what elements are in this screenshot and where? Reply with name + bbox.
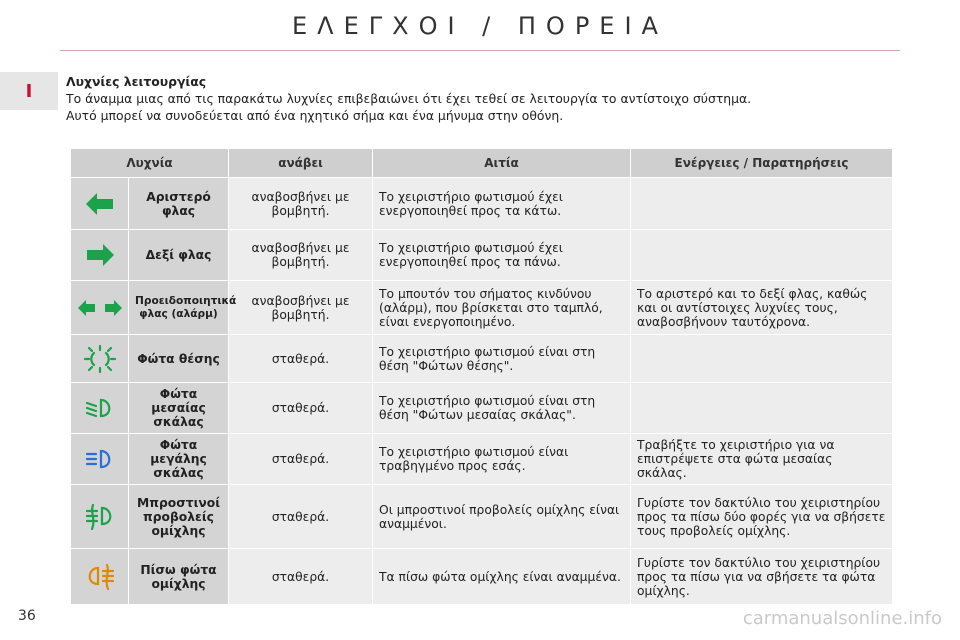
warning-lights-table — [70, 148, 893, 605]
lamp-state: σταθερά. — [229, 383, 373, 434]
chapter-label: I — [25, 80, 33, 102]
lamp-name: Φώτα μεγάλης σκάλας — [129, 434, 229, 485]
lamp-action — [631, 178, 893, 230]
lamp-name: Δεξί φλας — [129, 230, 229, 281]
lamp-state: σταθερά. — [229, 434, 373, 485]
column-header-lamp: Λυχνία — [71, 149, 229, 178]
lamp-name: Φώτα μεσαίας σκάλας — [129, 383, 229, 434]
lamp-cause: Το χειριστήριο φωτισμού έχει ενεργοποιηθεί προς τα κάτω. — [373, 178, 631, 230]
lamp-name: Πίσω φώτα ομίχλης — [129, 549, 229, 605]
page-title: ΕΛΕΓΧΟΙ / ΠΟΡΕΙΑ — [292, 12, 668, 40]
lamp-action: Γυρίστε τον δακτύλιο του χειριστηρίου προς τα πίσω για να σβήσετε τα φώτα ομίχλης. — [631, 549, 893, 605]
lamp-name: Προειδοποιητικά φλας (αλάρμ) — [129, 281, 229, 335]
table-row — [71, 230, 893, 281]
lamp-state: σταθερά. — [229, 485, 373, 549]
lamp-name: Φώτα θέσης — [129, 335, 229, 383]
table-row — [71, 178, 893, 230]
lamp-cause: Το μπουτόν του σήματος κινδύνου (αλάρμ), που βρίσκεται στο ταμπλό, είναι ενεργοποιημένο. — [373, 281, 631, 335]
intro-section — [66, 73, 926, 124]
lamp-state: αναβοσβήνει με βομβητή. — [229, 281, 373, 335]
rear-fog-icon — [85, 569, 115, 583]
column-header-cause: Αιτία — [373, 149, 631, 178]
table-row — [71, 281, 893, 335]
watermark: carmanualsonline.info — [742, 608, 942, 629]
lamp-cause: Το χειριστήριο φωτισμού έχει ενεργοποιηθεί προς τα πάνω. — [373, 230, 631, 281]
lamp-action: Τραβήξτε το χειριστήριο για να επιστρέψετε στα φώτα μεσαίας σκάλας. — [631, 434, 893, 485]
dipped-beam-icon — [85, 401, 115, 415]
front-fog-icon — [85, 509, 115, 523]
lamp-name: Αριστερό φλας — [129, 178, 229, 230]
table-row — [71, 335, 893, 383]
table-row — [71, 434, 893, 485]
hazard-arrows-icon — [78, 300, 122, 314]
right-arrow-icon — [86, 248, 114, 262]
lamp-cause: Τα πίσω φώτα ομίχλης είναι αναμμένα. — [373, 549, 631, 605]
table-header-row — [71, 149, 893, 178]
column-header-lights-up: ανάβει — [229, 149, 373, 178]
title-divider — [60, 50, 900, 51]
lamp-state: σταθερά. — [229, 549, 373, 605]
page-number: 36 — [18, 608, 36, 624]
table-row — [71, 549, 893, 605]
lamp-cause: Το χειριστήριο φωτισμού είναι στη θέση "Φώτων μεσαίας σκάλας". — [373, 383, 631, 434]
sidelights-icon — [83, 351, 117, 365]
lamp-cause: Το χειριστήριο φωτισμού είναι τραβηγμένο προς εσάς. — [373, 434, 631, 485]
lamp-action — [631, 230, 893, 281]
left-arrow-icon — [86, 196, 114, 210]
lamp-action — [631, 335, 893, 383]
lamp-state: σταθερά. — [229, 335, 373, 383]
section-heading: Λυχνίες λειτουργίας — [66, 74, 207, 89]
lamp-name: Μπροστινοί προβολείς ομίχλης — [129, 485, 229, 549]
chapter-tab — [0, 72, 58, 110]
lamp-state: αναβοσβήνει με βομβητή. — [229, 178, 373, 230]
lamp-cause: Το χειριστήριο φωτισμού είναι στη θέση "Φώτων θέσης". — [373, 335, 631, 383]
lamp-cause: Οι μπροστινοί προβολείς ομίχλης είναι αναμμένοι. — [373, 485, 631, 549]
lamp-action: Το αριστερό και το δεξί φλας, καθώς και οι αντίστοιχες λυχνίες τους, αναβοσβήνουν ταυτόχρονα. — [631, 281, 893, 335]
column-header-actions: Ενέργειες / Παρατηρήσεις — [631, 149, 893, 178]
main-beam-icon — [85, 452, 115, 466]
intro-text-line-2: Αυτό μπορεί να συνοδεύεται από ένα ηχητικό σήμα και ένα μήνυμα στην οθόνη. — [66, 108, 564, 123]
table-row — [71, 383, 893, 434]
table-row — [71, 485, 893, 549]
lamp-action: Γυρίστε τον δακτύλιο του χειριστηρίου προς τα πίσω δύο φορές για να σβήσετε τους προβολείς ομίχλης. — [631, 485, 893, 549]
lamp-state: αναβοσβήνει με βομβητή. — [229, 230, 373, 281]
lamp-action — [631, 383, 893, 434]
intro-text-line-1: Το άναμμα μιας από τις παρακάτω λυχνίες επιβεβαιώνει ότι έχει τεθεί σε λειτουργία το αντίστοιχο σύστημα. — [66, 91, 752, 106]
